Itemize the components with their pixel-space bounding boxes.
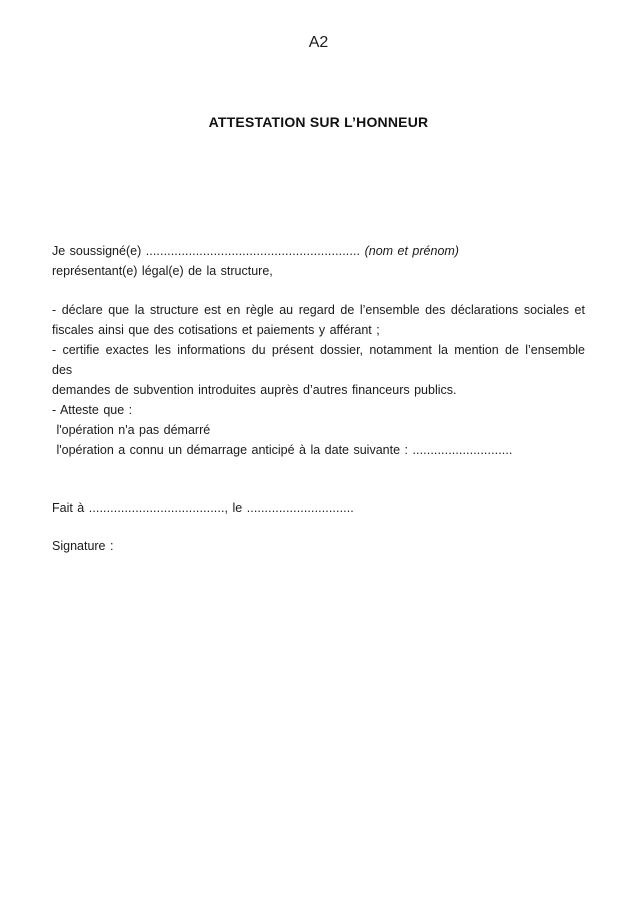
date2-fill-in-dots: .............................. — [246, 501, 354, 515]
line-certifie-1 — [52, 340, 585, 380]
date-fill-in-dots: ............................ — [412, 443, 513, 457]
operation-pas-demarre-text: l'opération n'a pas démarré — [52, 423, 211, 437]
fait-a-text: Fait à — [52, 501, 89, 515]
certifie-text-2: demandes de subvention introduites auprès d’autres financeurs publics. — [52, 383, 457, 397]
signature-text: Signature : — [52, 539, 114, 553]
name-fill-in-dots: ............................................................ — [145, 244, 361, 258]
line-je-soussigne — [52, 241, 585, 261]
operation-anticipe-text: l'opération a connu un démarrage anticipé à la date suivante : — [52, 443, 413, 457]
document-title: ATTESTATION SUR L’HONNEUR — [208, 114, 429, 130]
line-certifie-2 — [52, 380, 585, 400]
le-text: , le — [224, 501, 247, 515]
atteste-text: - Atteste que : — [52, 403, 133, 417]
line-representant-legal — [52, 261, 585, 281]
nom-prenom-hint: (nom et prénom) — [364, 244, 459, 258]
declare-text-1: - déclare que la structure est en règle au regard de l’ensemble des déclarations sociales et — [52, 303, 585, 317]
certifie-text-1: - certifie exactes les informations du présent dossier, notamment la mention de l’ensemble des — [52, 343, 585, 377]
line-operation-demarrage-anticipe — [52, 440, 585, 460]
blank-gap-1 — [52, 460, 585, 498]
place-fill-in-dots: ...................................... — [88, 501, 225, 515]
representant-text: représentant(e) légal(e) de la structure, — [52, 264, 273, 278]
blank-line-1 — [52, 281, 585, 300]
line-operation-pas-demarre — [52, 420, 585, 440]
line-declare-2 — [52, 320, 585, 340]
blank-gap-2 — [52, 518, 585, 536]
document-body-lines — [52, 241, 585, 556]
declare-text-2: fiscales ainsi que des cotisations et paiements y afférant ; — [52, 323, 380, 337]
document-code: A2 — [308, 34, 329, 51]
line-atteste-que — [52, 400, 585, 420]
line-signature — [52, 536, 585, 556]
document-content — [0, 33, 638, 556]
je-soussigne-text: Je soussigné(e) — [52, 244, 146, 258]
line-declare-1 — [52, 300, 585, 320]
line-fait-a — [52, 498, 585, 518]
